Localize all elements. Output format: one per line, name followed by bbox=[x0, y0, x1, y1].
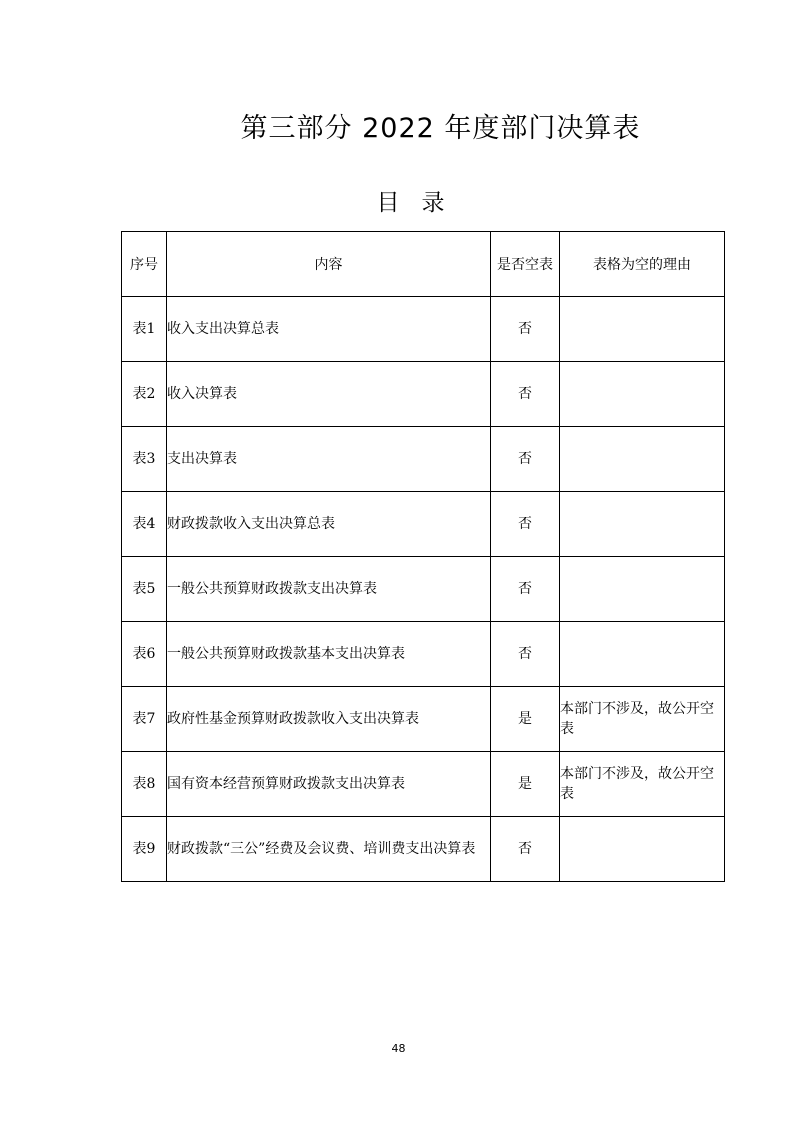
row-content: 财政拨款“三公”经费及会议费、培训费支出决算表 bbox=[167, 817, 491, 882]
row-is-empty: 是 bbox=[491, 687, 560, 752]
row-reason bbox=[560, 622, 725, 687]
table-header-row bbox=[122, 232, 725, 297]
row-is-empty: 否 bbox=[491, 622, 560, 687]
row-reason: 本部门不涉及，故公开空表 bbox=[560, 687, 725, 752]
row-is-empty: 否 bbox=[491, 362, 560, 427]
table-row bbox=[122, 557, 725, 622]
row-content: 一般公共预算财政拨款支出决算表 bbox=[167, 557, 491, 622]
row-seq: 表7 bbox=[122, 687, 167, 752]
row-seq: 表9 bbox=[122, 817, 167, 882]
row-reason bbox=[560, 362, 725, 427]
table-row bbox=[122, 687, 725, 752]
row-reason bbox=[560, 557, 725, 622]
page-title: 第三部分 2022 年度部门决算表 bbox=[240, 113, 641, 144]
row-is-empty: 否 bbox=[491, 817, 560, 882]
row-is-empty: 否 bbox=[491, 427, 560, 492]
row-reason bbox=[560, 817, 725, 882]
header-content: 内容 bbox=[167, 232, 491, 297]
row-is-empty: 否 bbox=[491, 492, 560, 557]
page-number: 48 bbox=[391, 1042, 406, 1055]
row-reason bbox=[560, 427, 725, 492]
row-seq: 表4 bbox=[122, 492, 167, 557]
table-row bbox=[122, 622, 725, 687]
row-content: 国有资本经营预算财政拨款支出决算表 bbox=[167, 752, 491, 817]
table-row bbox=[122, 752, 725, 817]
table-row bbox=[122, 362, 725, 427]
table-row bbox=[122, 297, 725, 362]
header-seq: 序号 bbox=[122, 232, 167, 297]
row-content: 收入支出决算总表 bbox=[167, 297, 491, 362]
toc-table bbox=[121, 231, 725, 882]
row-seq: 表1 bbox=[122, 297, 167, 362]
table-row bbox=[122, 427, 725, 492]
table-row bbox=[122, 817, 725, 882]
table-row bbox=[122, 492, 725, 557]
row-seq: 表6 bbox=[122, 622, 167, 687]
row-seq: 表8 bbox=[122, 752, 167, 817]
row-is-empty: 否 bbox=[491, 297, 560, 362]
row-content: 支出决算表 bbox=[167, 427, 491, 492]
row-content: 收入决算表 bbox=[167, 362, 491, 427]
row-seq: 表3 bbox=[122, 427, 167, 492]
row-is-empty: 是 bbox=[491, 752, 560, 817]
header-reason: 表格为空的理由 bbox=[560, 232, 725, 297]
row-reason bbox=[560, 492, 725, 557]
row-seq: 表2 bbox=[122, 362, 167, 427]
row-seq: 表5 bbox=[122, 557, 167, 622]
row-content: 财政拨款收入支出决算总表 bbox=[167, 492, 491, 557]
row-reason bbox=[560, 297, 725, 362]
header-is-empty: 是否空表 bbox=[491, 232, 560, 297]
row-content: 一般公共预算财政拨款基本支出决算表 bbox=[167, 622, 491, 687]
toc-title: 目录 bbox=[376, 190, 467, 216]
row-reason: 本部门不涉及，故公开空表 bbox=[560, 752, 725, 817]
row-content: 政府性基金预算财政拨款收入支出决算表 bbox=[167, 687, 491, 752]
row-is-empty: 否 bbox=[491, 557, 560, 622]
